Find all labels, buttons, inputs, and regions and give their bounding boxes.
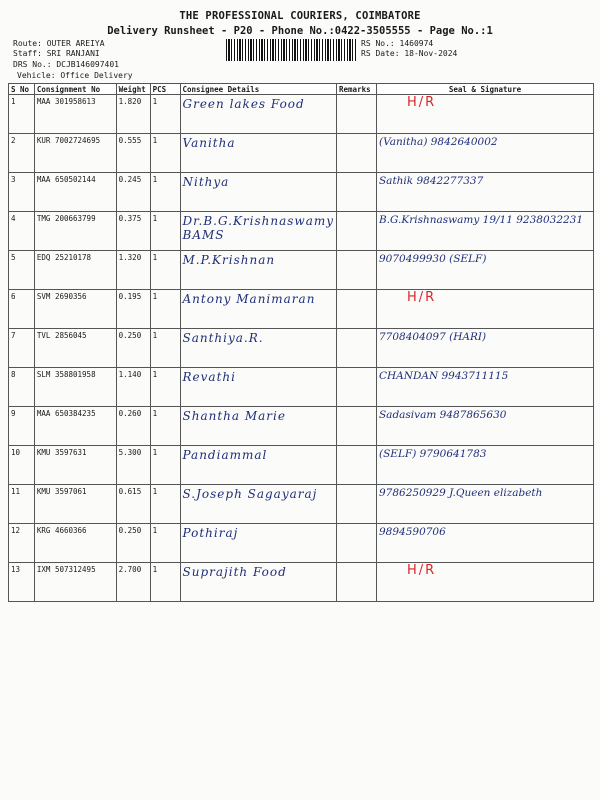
row-sno: 12 xyxy=(9,524,35,563)
consignee-details: Nithya xyxy=(180,173,337,212)
remarks-cell xyxy=(337,446,377,485)
row-sno: 4 xyxy=(9,212,35,251)
staff-label: Staff: SRI RANJANI xyxy=(13,49,100,58)
weight-value: 0.375 xyxy=(116,212,150,251)
vehicle-label: Vehicle: Office Delivery xyxy=(17,71,133,80)
consignment-number: MAA 650502144 xyxy=(34,173,116,212)
weight-value: 1.140 xyxy=(116,368,150,407)
remarks-cell xyxy=(337,212,377,251)
remarks-cell xyxy=(337,329,377,368)
row-sno: 8 xyxy=(9,368,35,407)
pcs-value: 1 xyxy=(150,329,180,368)
consignee-details: Shantha Marie xyxy=(180,407,337,446)
consignee-details: Revathi xyxy=(180,368,337,407)
consignee-details: S.Joseph Sagayaraj xyxy=(180,485,337,524)
consignment-number: MAA 650384235 xyxy=(34,407,116,446)
remarks-cell xyxy=(337,407,377,446)
table-row xyxy=(9,329,594,368)
signature-cell: H/R xyxy=(376,290,593,329)
pcs-value: 1 xyxy=(150,212,180,251)
company-title: THE PROFESSIONAL COURIERS, COIMBATORE xyxy=(179,10,421,22)
weight-value: 2.700 xyxy=(116,563,150,602)
pcs-value: 1 xyxy=(150,563,180,602)
signature-cell: CHANDAN 9943711115 xyxy=(376,368,593,407)
consignee-details: Vanitha xyxy=(180,134,337,173)
row-sno: 5 xyxy=(9,251,35,290)
weight-value: 1.320 xyxy=(116,251,150,290)
table-row xyxy=(9,563,594,602)
consignment-number: SLM 358801958 xyxy=(34,368,116,407)
weight-value: 0.615 xyxy=(116,485,150,524)
consignee-details: M.P.Krishnan xyxy=(180,251,337,290)
remarks-cell xyxy=(337,290,377,329)
row-sno: 11 xyxy=(9,485,35,524)
row-sno: 13 xyxy=(9,563,35,602)
pcs-value: 1 xyxy=(150,485,180,524)
runsheet-subtitle: Delivery Runsheet - P20 - Phone No.:0422-3505555 - Page No.:1 xyxy=(107,25,493,37)
pcs-value: 1 xyxy=(150,290,180,329)
col-sno: S No xyxy=(9,84,35,95)
col-weight: Weight xyxy=(116,84,150,95)
table-row xyxy=(9,95,594,134)
table-row xyxy=(9,212,594,251)
consignment-number: IXM 507312495 xyxy=(34,563,116,602)
weight-value: 1.820 xyxy=(116,95,150,134)
rs-date: RS Date: 18-Nov-2024 xyxy=(361,49,458,58)
table-row xyxy=(9,290,594,329)
consignment-number: KRG 4660366 xyxy=(34,524,116,563)
col-signature: Seal & Signature xyxy=(376,84,593,95)
col-consignee: Consignee Details xyxy=(180,84,337,95)
table-row xyxy=(9,134,594,173)
rs-number: RS No.: 1460974 xyxy=(361,39,434,48)
row-sno: 7 xyxy=(9,329,35,368)
weight-value: 5.300 xyxy=(116,446,150,485)
runsheet-table xyxy=(8,83,594,602)
weight-value: 0.245 xyxy=(116,173,150,212)
pcs-value: 1 xyxy=(150,524,180,563)
consignee-details: Green lakes Food xyxy=(180,95,337,134)
pcs-value: 1 xyxy=(150,251,180,290)
consignee-details: Santhiya.R. xyxy=(180,329,337,368)
remarks-cell xyxy=(337,95,377,134)
table-header-row xyxy=(9,84,594,95)
row-sno: 6 xyxy=(9,290,35,329)
row-sno: 3 xyxy=(9,173,35,212)
table-row xyxy=(9,446,594,485)
weight-value: 0.260 xyxy=(116,407,150,446)
table-row xyxy=(9,368,594,407)
barcode-icon xyxy=(226,39,358,61)
consignee-details: Suprajith Food xyxy=(180,563,337,602)
signature-cell: H/R xyxy=(376,95,593,134)
remarks-cell xyxy=(337,134,377,173)
remarks-cell xyxy=(337,563,377,602)
table-row xyxy=(9,524,594,563)
signature-cell: Sathik 9842277337 xyxy=(376,173,593,212)
weight-value: 0.250 xyxy=(116,329,150,368)
row-sno: 2 xyxy=(9,134,35,173)
table-row xyxy=(9,173,594,212)
row-sno: 1 xyxy=(9,95,35,134)
remarks-cell xyxy=(337,524,377,563)
signature-cell: 9786250929 J.Queen elizabeth xyxy=(376,485,593,524)
drs-number: DRS No.: DCJB146097401 xyxy=(13,60,119,69)
consignee-details: Antony Manimaran xyxy=(180,290,337,329)
remarks-cell xyxy=(337,368,377,407)
signature-cell: (SELF) 9790641783 xyxy=(376,446,593,485)
row-sno: 9 xyxy=(9,407,35,446)
table-row xyxy=(9,485,594,524)
pcs-value: 1 xyxy=(150,407,180,446)
table-row xyxy=(9,251,594,290)
pcs-value: 1 xyxy=(150,134,180,173)
consignment-number: TVL 2856045 xyxy=(34,329,116,368)
pcs-value: 1 xyxy=(150,446,180,485)
signature-cell: H/R xyxy=(376,563,593,602)
weight-value: 0.555 xyxy=(116,134,150,173)
consignment-number: SVM 2690356 xyxy=(34,290,116,329)
signature-cell: 9894590706 xyxy=(376,524,593,563)
route-label: Route: OUTER AREIYA xyxy=(13,39,105,48)
weight-value: 0.195 xyxy=(116,290,150,329)
consignee-details: Pothiraj xyxy=(180,524,337,563)
consignment-number: KMU 3597061 xyxy=(34,485,116,524)
table-row xyxy=(9,407,594,446)
col-consignment: Consignment No xyxy=(34,84,116,95)
col-pcs: PCS xyxy=(150,84,180,95)
pcs-value: 1 xyxy=(150,368,180,407)
row-sno: 10 xyxy=(9,446,35,485)
consignment-number: KUR 7002724695 xyxy=(34,134,116,173)
consignee-details: Pandiammal xyxy=(180,446,337,485)
signature-cell: B.G.Krishnaswamy 19/11 9238032231 xyxy=(376,212,593,251)
remarks-cell xyxy=(337,251,377,290)
col-remarks: Remarks xyxy=(337,84,377,95)
consignment-number: KMU 3597631 xyxy=(34,446,116,485)
consignment-number: TMG 200663799 xyxy=(34,212,116,251)
pcs-value: 1 xyxy=(150,95,180,134)
weight-value: 0.250 xyxy=(116,524,150,563)
signature-cell: Sadasivam 9487865630 xyxy=(376,407,593,446)
remarks-cell xyxy=(337,485,377,524)
remarks-cell xyxy=(337,173,377,212)
signature-cell: 9070499930 (SELF) xyxy=(376,251,593,290)
consignee-details: Dr.B.G.Krishnaswamy BAMS xyxy=(180,212,337,251)
signature-cell: (Vanitha) 9842640002 xyxy=(376,134,593,173)
consignment-number: MAA 301958613 xyxy=(34,95,116,134)
signature-cell: 7708404097 (HARI) xyxy=(376,329,593,368)
consignment-number: EDQ 25210178 xyxy=(34,251,116,290)
pcs-value: 1 xyxy=(150,173,180,212)
